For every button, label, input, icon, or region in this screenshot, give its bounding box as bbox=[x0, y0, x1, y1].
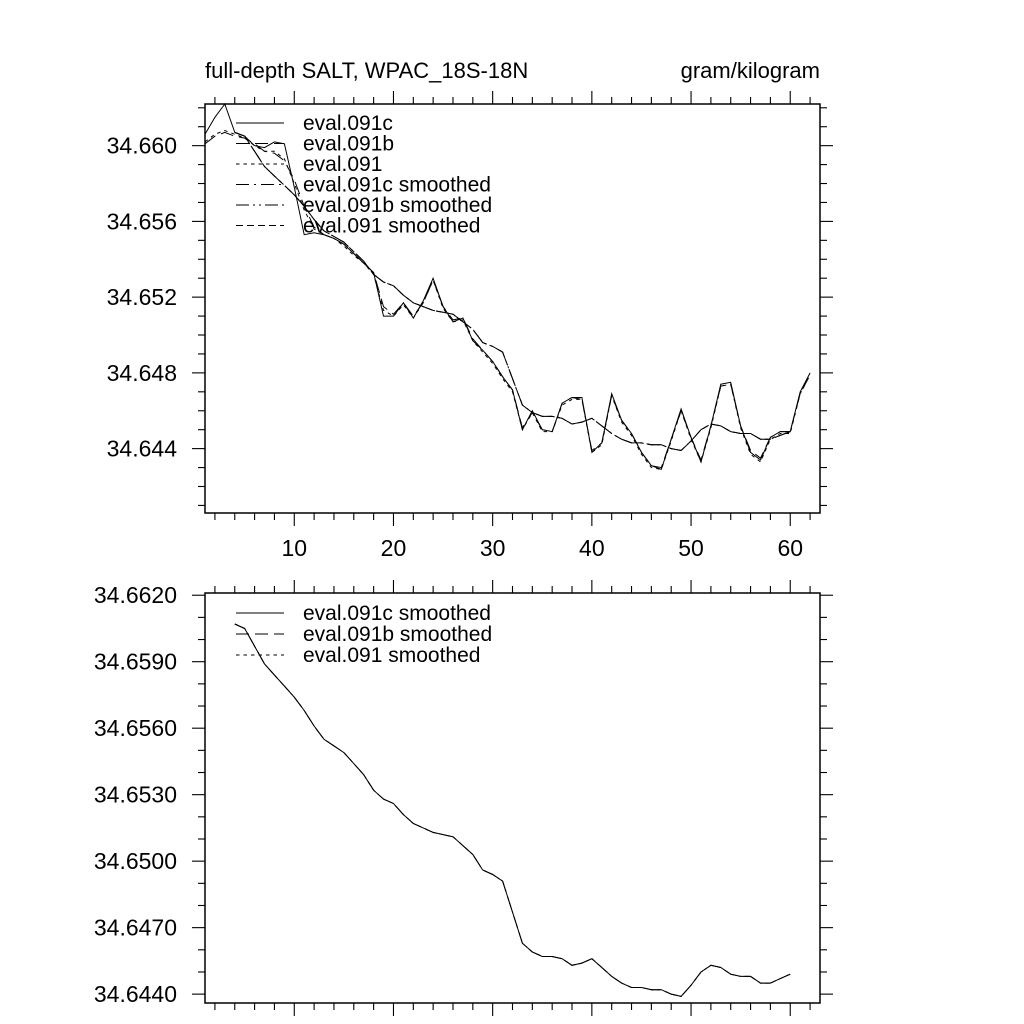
top-chart-title: full-depth SALT, WPAC_18S-18N bbox=[205, 58, 529, 83]
legend-label: eval.091b bbox=[303, 132, 395, 156]
series-line-eval-091-smoothed bbox=[235, 624, 790, 996]
y-axis-tick-label: 34.652 bbox=[106, 284, 177, 311]
top-chart-units-label: gram/kilogram bbox=[680, 58, 820, 83]
chart-panel-1 bbox=[107, 91, 833, 561]
y-axis-tick-label: 34.644 bbox=[106, 435, 177, 462]
y-axis-tick-label: 34.6500 bbox=[93, 848, 177, 875]
legend-label: eval.091c smoothed bbox=[303, 602, 491, 625]
x-axis-tick-label: 60 bbox=[777, 535, 804, 561]
y-axis-tick-label: 34.6620 bbox=[93, 582, 177, 609]
series-line-eval-091c-smoothed bbox=[235, 624, 790, 996]
y-axis-tick-label: 34.6590 bbox=[93, 648, 177, 675]
legend-label: eval.091b smoothed bbox=[303, 194, 493, 217]
x-axis-tick-label: 30 bbox=[479, 535, 506, 561]
y-axis-tick-label: 34.660 bbox=[106, 132, 177, 159]
chart-panel-2 bbox=[94, 580, 833, 1016]
legend-label: eval.091 smoothed bbox=[303, 644, 481, 667]
plot-frame bbox=[205, 104, 820, 513]
legend-label: eval.091c bbox=[303, 112, 393, 135]
series-line-eval-091b-smoothed bbox=[235, 624, 790, 996]
x-axis-tick-label: 10 bbox=[281, 535, 308, 561]
y-axis-tick-label: 34.648 bbox=[106, 359, 177, 386]
series-line-eval-091 bbox=[205, 131, 810, 470]
series-line-eval-091c bbox=[205, 104, 810, 469]
x-axis-tick-label: 50 bbox=[678, 535, 704, 561]
y-axis-tick-label: 34.6440 bbox=[93, 981, 177, 1008]
legend-label: eval.091 smoothed bbox=[303, 214, 481, 238]
y-axis-tick-label: 34.6560 bbox=[93, 715, 177, 742]
y-axis-tick-label: 34.6470 bbox=[93, 914, 177, 941]
legend-label: eval.091 bbox=[303, 153, 383, 176]
legend-label: eval.091c smoothed bbox=[303, 173, 491, 197]
y-axis-tick-label: 34.656 bbox=[106, 208, 177, 235]
y-axis-tick-label: 34.6530 bbox=[93, 781, 177, 808]
x-axis-tick-label: 20 bbox=[380, 535, 407, 561]
x-axis-tick-label: 40 bbox=[579, 535, 605, 561]
plot-frame bbox=[205, 593, 820, 1003]
series-line-eval-091b bbox=[205, 132, 810, 467]
legend-label: eval.091b smoothed bbox=[303, 623, 493, 646]
